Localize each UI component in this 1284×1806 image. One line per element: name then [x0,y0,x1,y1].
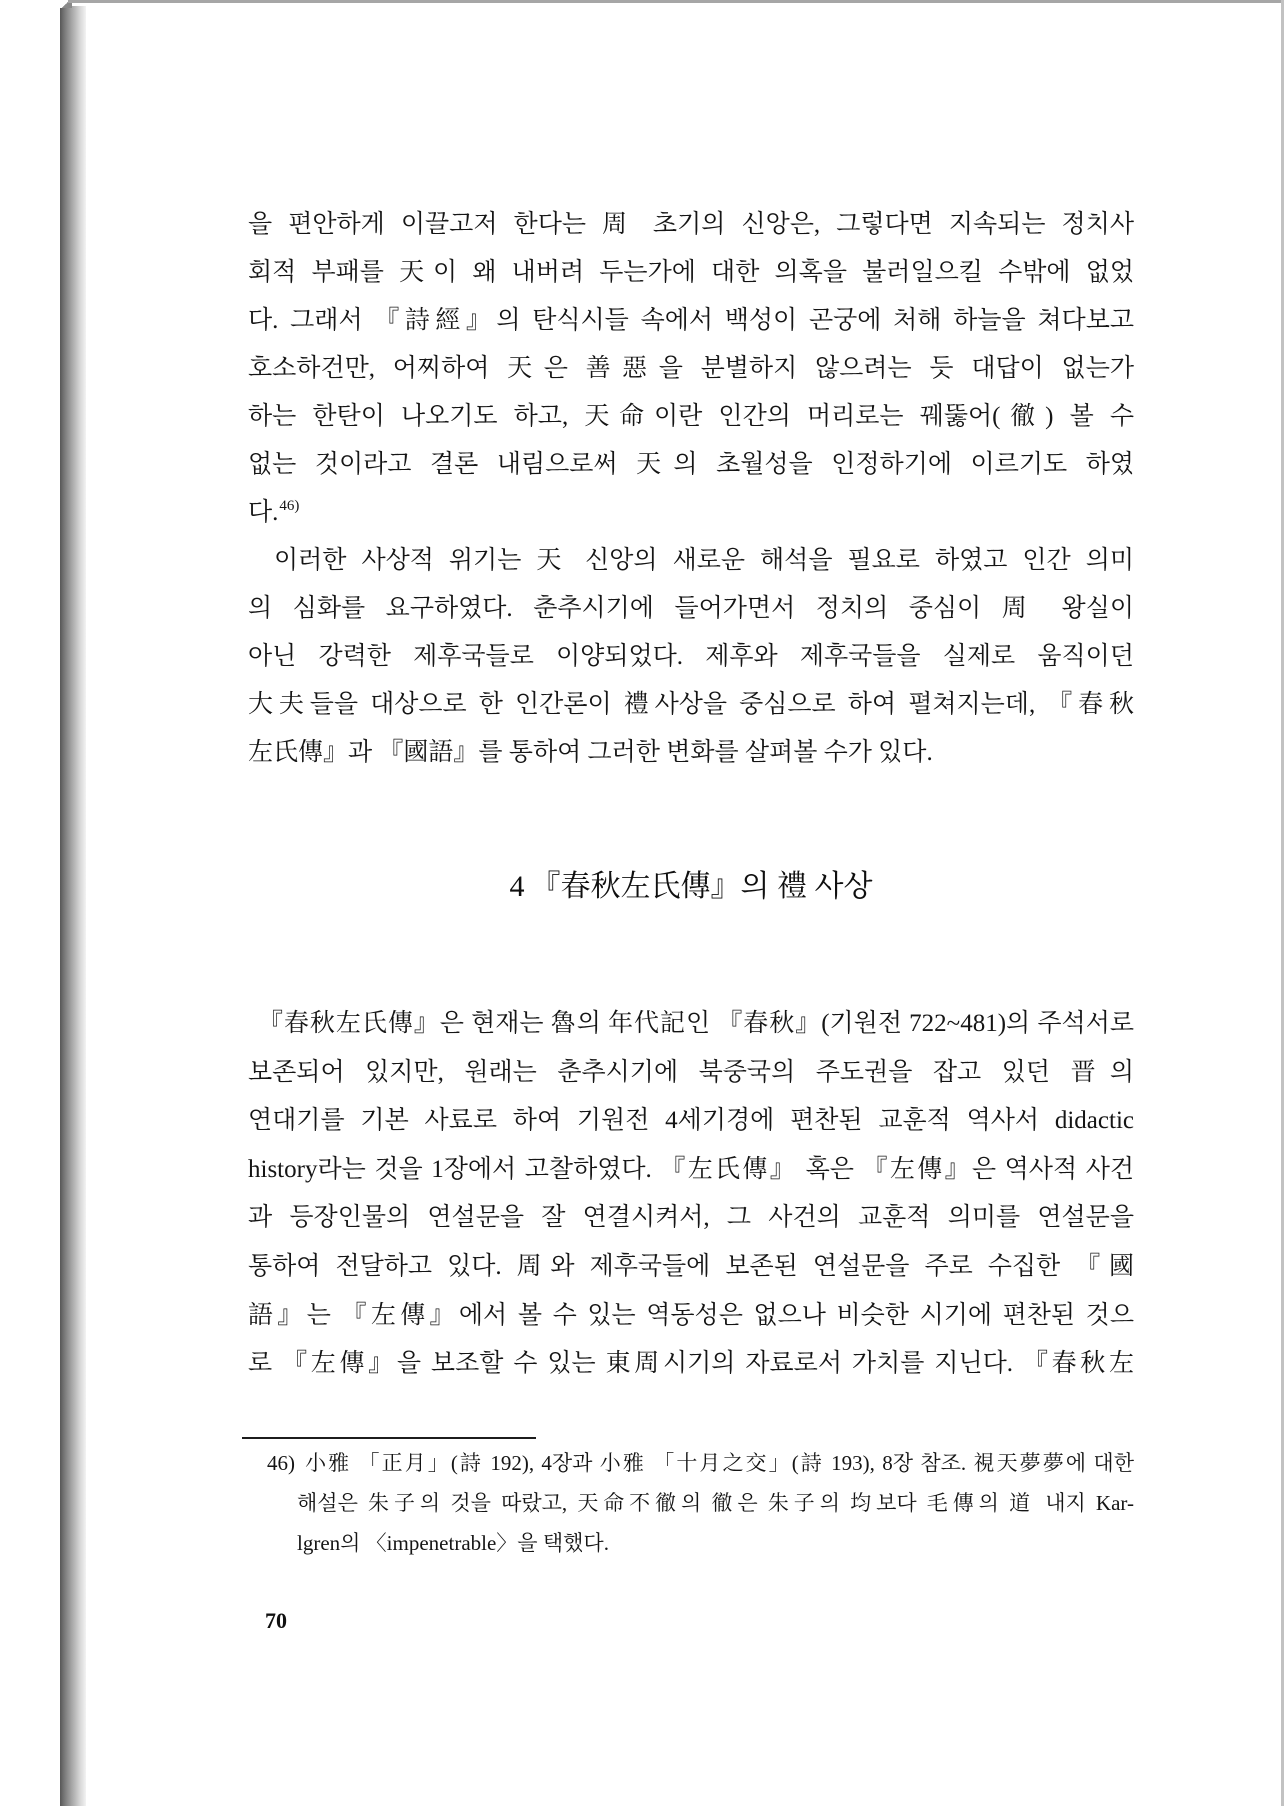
footnote-line: lgren의 〈impenetrable〉을 택했다. [297,1531,609,1555]
footnote-reference: 46) [279,498,300,514]
section-heading [248,865,1134,909]
section-title: 『春秋左氏傳』의 禮 사상 [530,870,873,903]
footnote-line-content: 小雅 「正月」(詩 192), 4장과 小雅 「十月之交」(詩 193), 8장 참조. 視天夢夢에 대한 [303,1451,1134,1475]
text-line: 하는 한탄이 나오기도 하고, 天命이란 인간의 머리로는 꿰뚫어(徹) 볼 수 [248,403,1134,430]
text-line: 호소하건만, 어찌하여 天은 善惡을 분별하지 않으려는 듯 대답이 없는가 [248,355,1134,382]
paragraph-1 [248,201,1134,537]
footnote-divider [242,1437,536,1439]
text-line: 左氏傳』과 『國語』를 통하여 그러한 변화를 살펴볼 수가 있다. [248,739,933,766]
page-top-edge [68,0,1284,3]
text-line [248,489,1134,537]
text-line: 과 등장인물의 연설문을 잘 연결시켜서, 그 사건의 교훈적 의미를 연설문을 [248,1204,1134,1232]
text-line: 보존되어 있지만, 원래는 춘추시기에 북중국의 주도권을 잡고 있던 晋의 [248,1058,1134,1086]
text-line: 의 심화를 요구하였다. 춘추시기에 들어가면서 정치의 중심이 周 왕실이 [248,595,1134,622]
footnote-marker: 46) [267,1451,295,1475]
text-line: 『春秋左氏傳』은 현재는 魯의 年代記인 『春秋』(기원전 722~481)의 주석서로 [258,1010,1134,1037]
section-number: 4 [509,870,525,903]
text-line: 大夫들을 대상으로 한 인간론이 禮사상을 중심으로 하여 펼쳐지는데, 『春秋 [248,691,1134,718]
footnote-line [267,1443,1134,1483]
text-line: 연대기를 기본 사료로 하여 기원전 4세기경에 편찬된 교훈적 역사서 didactic [248,1107,1134,1135]
text-line: 통하여 전달하고 있다. 周와 제후국들에 보존된 연설문을 주로 수집한 『國 [248,1252,1134,1280]
page-number: 70 [265,1608,287,1633]
paragraph-2 [248,537,1134,777]
text-line-content: 다. [248,499,279,526]
text-line: history라는 것을 1장에서 고찰하였다. 『左氏傳』 혹은 『左傳』은 역사적 사건 [248,1155,1134,1183]
text-line: 語』는 『左傳』에서 볼 수 있는 역동성은 없으나 비슷한 시기에 편찬된 것으 [248,1301,1134,1329]
text-line: 회적 부패를 天이 왜 내버려 두는가에 대한 의혹을 불러일으킬 수밖에 없었 [248,259,1134,286]
text-line: 이러한 사상적 위기는 天 신앙의 새로운 해석을 필요로 하였고 인간 의미 [274,547,1134,574]
text-line: 을 편안하게 이끌고저 한다는 周 초기의 신앙은, 그렇다면 지속되는 정치사 [248,211,1134,238]
paragraph-3 [248,1000,1134,1389]
text-line: 아닌 강력한 제후국들로 이양되었다. 제후와 제후국들을 실제로 움직이던 [248,643,1134,670]
text-line: 로 『左傳』을 보조할 수 있는 東周시기의 자료로서 가치를 지닌다. 『春秋左 [248,1350,1134,1378]
book-spine-shadow [60,6,86,1806]
text-line: 없는 것이라고 결론 내림으로써 天의 초월성을 인정하기에 이르기도 하였 [248,451,1134,478]
footnote [267,1443,1134,1563]
footnote-line: 해설은 朱子의 것을 따랐고, 天命不徹의 徹은 朱子의 均보다 毛傳의 道 내지 Kar- [297,1491,1134,1515]
text-line: 다. 그래서 『詩經』의 탄식시들 속에서 백성이 곤궁에 처해 하늘을 쳐다보고 [248,307,1134,334]
